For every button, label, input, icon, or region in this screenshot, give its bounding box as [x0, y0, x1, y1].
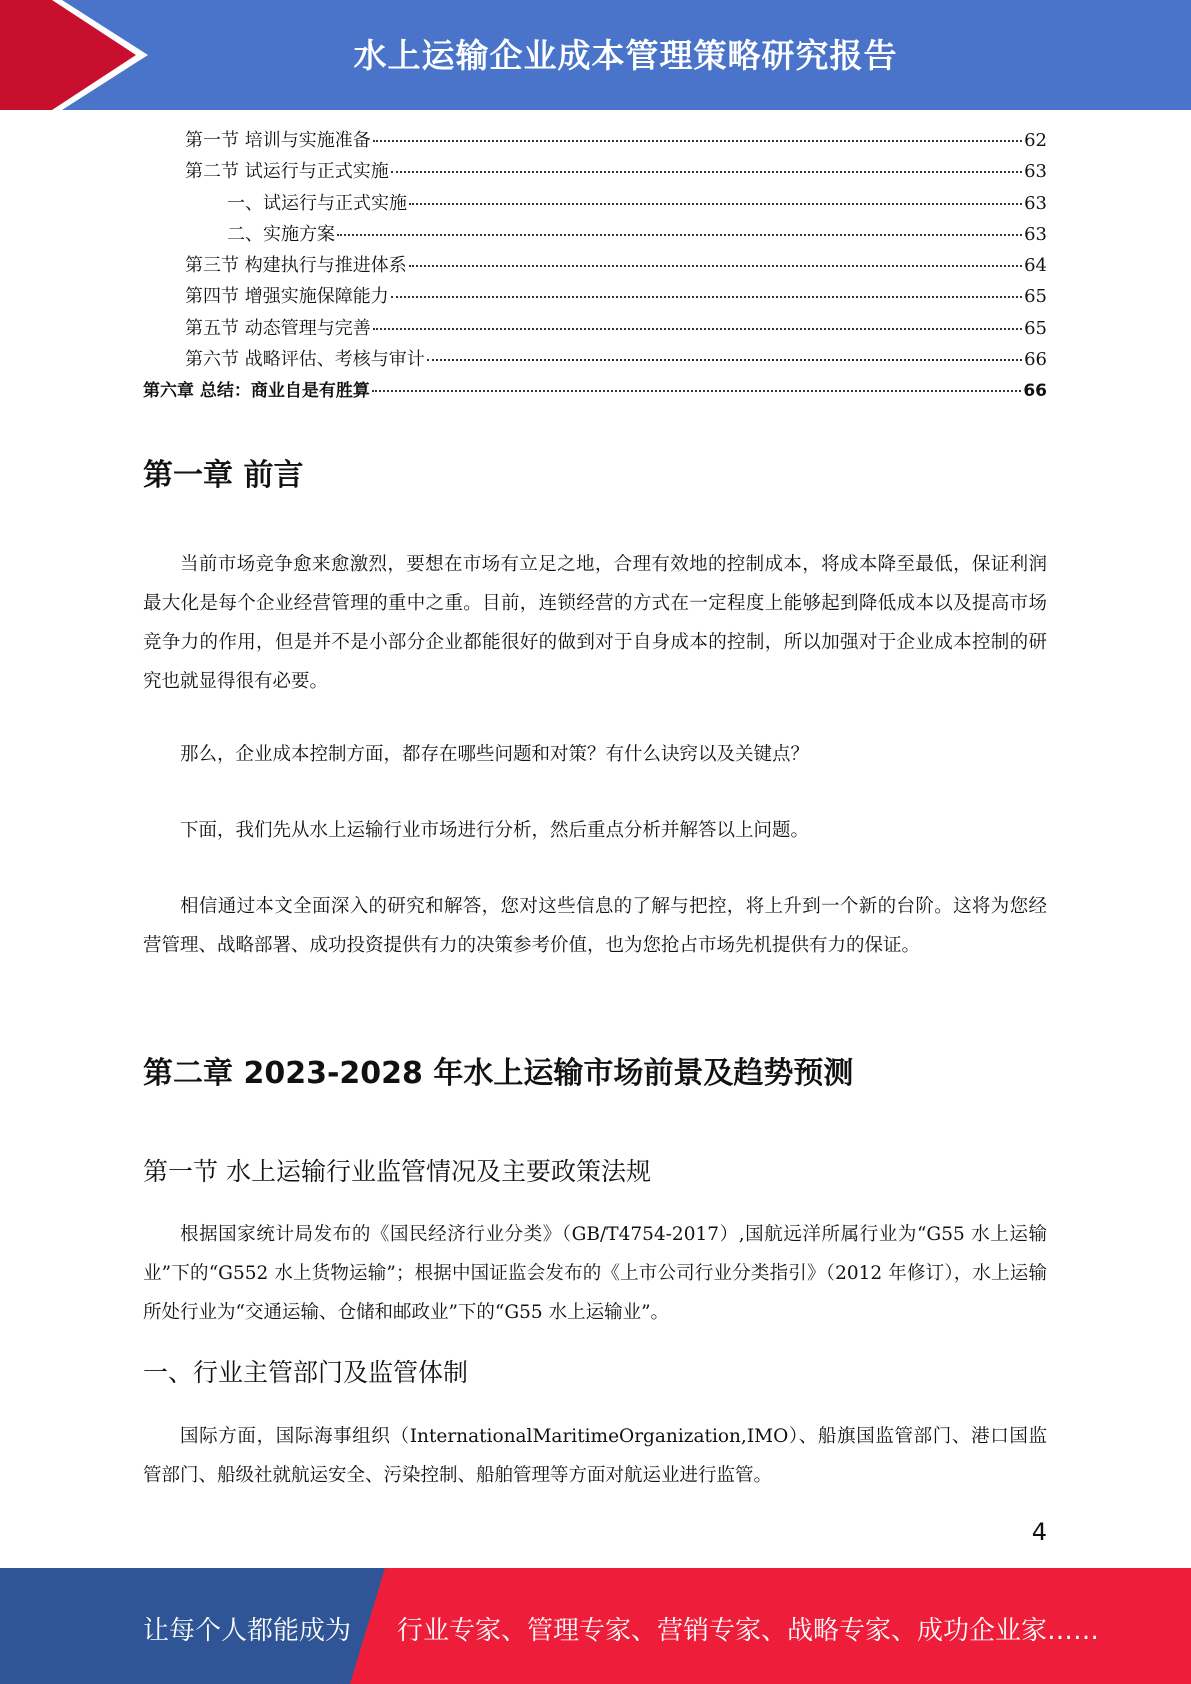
chapter2-title: 第二章 2023-2028 年水上运输市场前景及趋势预测: [143, 1056, 854, 1091]
toc-leader-dots: [373, 140, 1022, 142]
toc-entry[interactable]: [143, 314, 1047, 345]
page-header: [0, 0, 1191, 110]
page-footer: [0, 1568, 1191, 1684]
chapter1-paragraph: 那么，企业成本控制方面，都存在哪些问题和对策？有什么诀窍以及关键点？: [180, 744, 810, 765]
toc-entry-page: 63: [1024, 192, 1047, 214]
toc-entry-title: 第六章 总结：商业自是有胜算: [143, 381, 370, 402]
toc-entry[interactable]: [143, 282, 1047, 313]
toc-entry-title: 第四节 增强实施保障能力: [185, 286, 389, 308]
footer-slogan-right: 行业专家、管理专家、营销专家、战略专家、成功企业家……: [397, 1616, 1100, 1646]
toc-entry-page: 66: [1023, 381, 1047, 402]
toc-entry-title: 第一节 培训与实施准备: [185, 130, 371, 151]
header-title: 水上运输企业成本管理策略研究报告: [353, 36, 898, 75]
chapter1-title: 第一章 前言: [143, 458, 304, 493]
chapter1-paragraph: 当前市场竞争愈来愈激烈，要想在市场有立足之地，合理有效地的控制成本，将成本降至最低，保证利润最大化是每个企业经营管理的重中之重。目前，连锁经营的方式在一定程度上能够起到降低成本以及提高市场竞争力的作用，但是并不是小部分企业都能很好的做到对于自身成本的控制，所以加强对于企业成本控制的研究也就显得很有必要。: [143, 554, 1047, 692]
chapter1-paragraph: 相信通过本文全面深入的研究和解答，您对这些信息的了解与把控，将上升到一个新的台阶。这将为您经营管理、战略部署、成功投资提供有力的决策参考价值，也为您抢占市场先机提供有力的保证。: [143, 896, 1047, 956]
toc-leader-dots: [373, 328, 1022, 330]
toc-entry-title: 第二节 试运行与正式实施: [185, 161, 389, 183]
toc-entry-title: 第五节 动态管理与完善: [185, 317, 371, 339]
page-content: [143, 126, 1047, 408]
toc-entry-page: 63: [1024, 161, 1047, 183]
toc-entry-page: 64: [1024, 255, 1047, 277]
toc-entry[interactable]: [143, 189, 1047, 220]
toc-leader-dots: [427, 359, 1022, 361]
toc-entry[interactable]: [143, 345, 1047, 376]
section1-title: 第一节 水上运输行业监管情况及主要政策法规: [143, 1157, 651, 1186]
toc-entry-title: 二、实施方案: [227, 223, 335, 245]
toc-entry-title: 一、试运行与正式实施: [227, 192, 407, 214]
chapter1-paragraph: 下面，我们先从水上运输行业市场进行分析，然后重点分析并解答以上问题。: [180, 820, 810, 841]
toc-entry-page: 62: [1024, 130, 1047, 151]
subsection1-title: 一、行业主管部门及监管体制: [143, 1358, 469, 1387]
footer-slogan-left: 让每个人都能成为: [143, 1616, 352, 1646]
toc-entry[interactable]: [143, 376, 1047, 407]
toc-entry-page: 65: [1024, 286, 1047, 308]
toc-entry[interactable]: [143, 251, 1047, 282]
subsection1-paragraph: 国际方面，国际海事组织（InternationalMaritimeOrganization,IMO）、船旗国监管部门、港口国监管部门、船级社就航运安全、污染控制、船舶管理等方面对航运业进行监管。: [143, 1426, 1047, 1486]
toc-leader-dots: [391, 296, 1022, 298]
toc-entry-page: 65: [1024, 317, 1047, 339]
toc-entry[interactable]: [143, 126, 1047, 157]
toc-leader-dots: [409, 203, 1022, 205]
toc-entry-title: 第三节 构建执行与推进体系: [185, 255, 407, 277]
toc-entry[interactable]: [143, 157, 1047, 188]
section1-paragraph: 根据国家统计局发布的《国民经济行业分类》（GB/T4754-2017）,国航远洋所属行业为“G55 水上运输业”下的“G552 水上货物运输”；根据中国证监会发布的《上市公司行业分类指引》（2012 年修订），水上运输所处行业为“交通运输、仓储和邮政业”下的“G55 水上运输业”。: [143, 1224, 1047, 1323]
page-number: 4: [1031, 1518, 1047, 1546]
table-of-contents: [143, 126, 1047, 408]
toc-entry-page: 63: [1024, 223, 1047, 245]
toc-leader-dots: [391, 171, 1022, 173]
toc-leader-dots: [409, 265, 1022, 267]
toc-leader-dots: [372, 390, 1021, 392]
toc-entry-title: 第六节 战略评估、考核与审计: [185, 349, 425, 371]
toc-entry[interactable]: [143, 220, 1047, 251]
toc-leader-dots: [337, 234, 1022, 236]
toc-entry-page: 66: [1024, 349, 1047, 371]
